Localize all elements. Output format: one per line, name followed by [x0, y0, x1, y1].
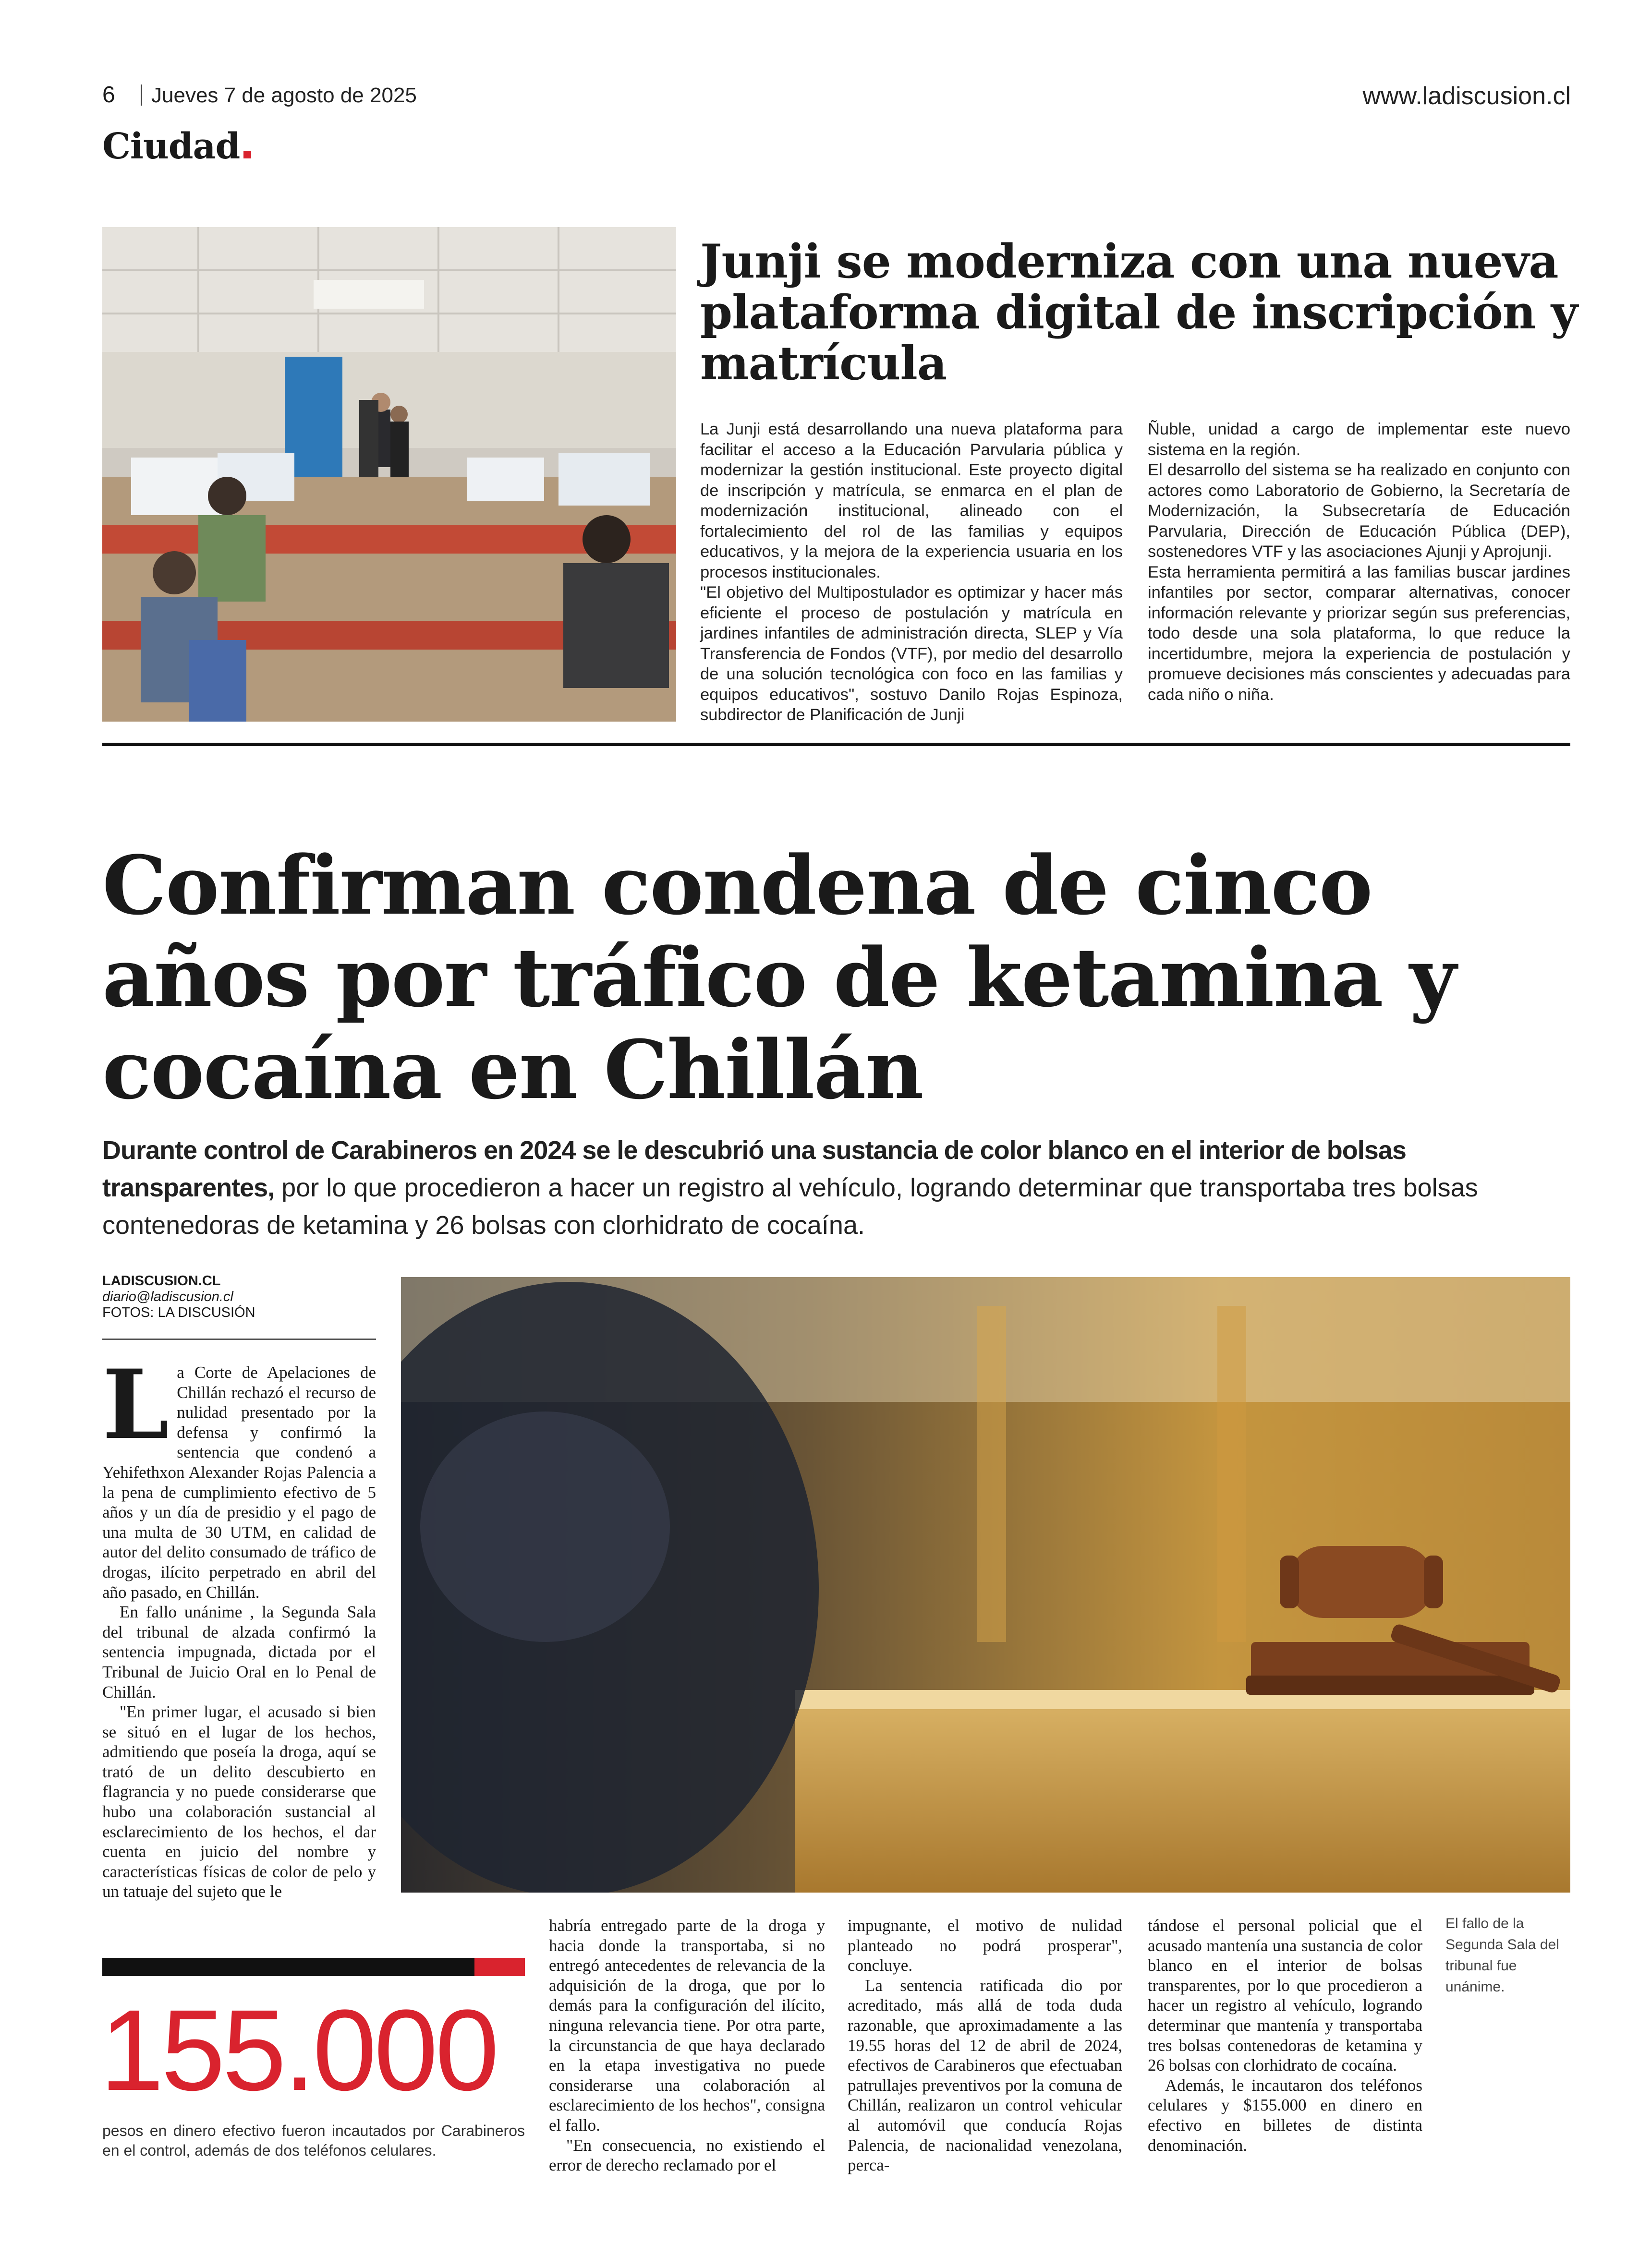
paragraph: La Junji está desarrollando una nueva plataforma para facilitar el acceso a la Educación Parvularia pública y modernizar la gestión institucional. Este proyecto digital de inscripción y matrícula, se enmarca en el plan de modernización institucional, alineado con el fortalecimiento del rol de las familias y equipos educativos, y la mejora de la experiencia usuaria en los procesos institucionales.	[700, 420, 1123, 581]
article-headline: Junji se moderniza con una nueva plataforma digital de inscripción y matrícula	[700, 234, 1578, 390]
byline	[102, 1273, 255, 1321]
stat-bar-black	[102, 1958, 474, 1976]
paragraph: "En consecuencia, no existiendo el error de derecho reclamado por el	[549, 2135, 825, 2175]
website-url[interactable]: www.ladiscusion.cl	[1362, 82, 1571, 110]
paragraph: a Corte de Apelaciones de Chillán rechazó el recurso de nulidad presentado por la defensa y confirmó la sentencia que condenó a Yehifethxon Alexander Rojas Palencia a la pena de cumplimiento efectivo de 5 años y un día de presidio y el pago de una multa de 30 UTM, en calidad de autor del delito consumado de tráfico de drogas, ilícito perpetrado en abril del año pasado, en Chillán.	[102, 1363, 376, 1602]
byline-outlet: LADISCUSION.CL	[102, 1273, 221, 1289]
drop-cap: L	[102, 1349, 170, 1460]
issue-date: Jueves 7 de agosto de 2025	[151, 84, 417, 107]
article-lead	[102, 1132, 1572, 1244]
byline-email[interactable]: diario@ladiscusion.cl	[102, 1289, 233, 1304]
paragraph: La sentencia ratificada dio por acreditado, más allá de toda duda razonable, que aproximadamente a las 19.55 horas del 12 de abril de 2024, efectivos de Carabineros que efectuaban patrullajes preventivos por la comuna de Chillán, realizaron un control vehicular al automóvil que conducía Rojas Palencia, de nacionalidad venezolana, perca-	[848, 1976, 1122, 2175]
paragraph: tándose el personal policial que el acusado mantenía una sustancia de color blanco en el interior de bolsas transparentes, por lo que procedieron a hacer un registro al vehículo, logrando determinar que mantenía y transportaba tres bolsas contenedoras de ketamina y 26 bolsas con clorhidrato de cocaína.	[1148, 1916, 1422, 2075]
paragraph: Ñuble, unidad a cargo de implementar este nuevo sistema en la región.	[1148, 420, 1570, 459]
byline-divider	[102, 1339, 376, 1340]
main-headline: Confirman condena de cinco años por tráfico de ketamina y cocaína en Chillán	[102, 838, 1456, 1117]
lead-text: por lo que procedieron a hacer un registro al vehículo, logrando determinar que transportaba tres bolsas contenedoras de ketamina y 26 bolsas con clorhidrato de cocaína.	[102, 1173, 1478, 1240]
paragraph: "El objetivo del Multipostulador es optimizar y hacer más eficiente el proceso de postulación y matrícula en jardines infantiles de administración directa, SLEP y Vía Transferencia de Fondos (VTF), por medio del desarrollo de una solución tecnológica con foco en las familias y equipos educativos", sostuvo Danilo Rojas Espinoza, subdirector de Planificación de Junji	[700, 583, 1123, 724]
stat-bar	[102, 1958, 525, 1976]
paragraph: Además, le incautaron dos teléfonos celulares y $155.000 en dinero en efectivo en billetes de distinta denominación.	[1148, 2075, 1422, 2155]
stat-bar-red	[474, 1958, 525, 1976]
gavel-photo-icon	[401, 1277, 1570, 1893]
photo-caption: El fallo de la Segunda Sala del tribunal fue unánime.	[1445, 1916, 1559, 1995]
section-name: Ciudad	[102, 126, 240, 167]
gavel-photo	[401, 1277, 1570, 1893]
article-body-column	[1148, 1916, 1422, 2155]
classroom-photo-icon	[102, 227, 676, 722]
paragraph: En fallo unánime , la Segunda Sala del tribunal de alzada confirmó la sentencia impugnada, dictada por el Tribunal de Juicio Oral en lo Penal de Chillán.	[102, 1603, 376, 1701]
article-body-column	[700, 419, 1123, 725]
paragraph: impugnante, el motivo de nulidad planteado no podrá prosperar", concluye.	[848, 1916, 1122, 1975]
stat-number: 155.000	[100, 1986, 497, 2114]
article-body-column	[549, 1916, 825, 2175]
section-dot-icon	[243, 151, 251, 158]
paragraph: Esta herramienta permitirá a las familias buscar jardines infantiles por sector, comparar alternativas, conocer información relevante y priorizar según sus preferencias, todo desde una sola plataforma, lo que reduce la incertidumbre, mejora la experiencia de postulación y promueve decisiones más conscientes y adecuadas para cada niño o niña.	[1148, 563, 1570, 704]
header-divider	[141, 84, 142, 106]
article-body-column	[1148, 419, 1570, 705]
page-number: 6	[102, 82, 115, 108]
byline-photo-credit: FOTOS: LA DISCUSIÓN	[102, 1305, 255, 1320]
article-body-column	[848, 1916, 1122, 2175]
paragraph: habría entregado parte de la droga y hacia donde la transportaba, si no entregó antecedentes de relevancia de la adquisición de la droga, que por lo demás para la configuración del ilícito, ninguna relevancia tiene. Por otra parte, la circunstancia de que haya declarado en la etapa investigativa no puede considerarse una colaboración al esclarecimiento de los hechos", consigna el fallo.	[549, 1916, 825, 2135]
article-divider	[102, 743, 1570, 746]
paragraph: "En primer lugar, el acusado si bien se situó en el lugar de los hechos, admitiendo que poseía la droga, aquí se trató de un delito descubierto en flagrancia y no puede considerarse que hubo una colaboración sustancial al esclarecimiento de los hechos, el dar cuenta en juicio del nombre y características físicas de color de pelo y un tatuaje del sujeto que le	[102, 1702, 376, 1901]
classroom-photo	[102, 227, 676, 722]
section-label	[102, 126, 251, 167]
paragraph: El desarrollo del sistema se ha realizado en conjunto con actores como Laboratorio de Gobierno, la Secretaría de Modernización, la Subsecretaría de Educación Parvularia, Dirección de Educación Pública (DEP), sostenedores VTF y las asociaciones Ajunji y Aprojunji.	[1148, 461, 1570, 561]
stat-description: pesos en dinero efectivo fueron incautados por Carabineros en el control, además de dos teléfonos celulares.	[102, 2122, 525, 2159]
article-body-column	[102, 1349, 376, 1902]
lead-bold: Durante control de Carabineros en 2024 se le descubrió una sustancia de color blanco en el interior de bolsas transparentes,	[102, 1136, 1406, 1202]
